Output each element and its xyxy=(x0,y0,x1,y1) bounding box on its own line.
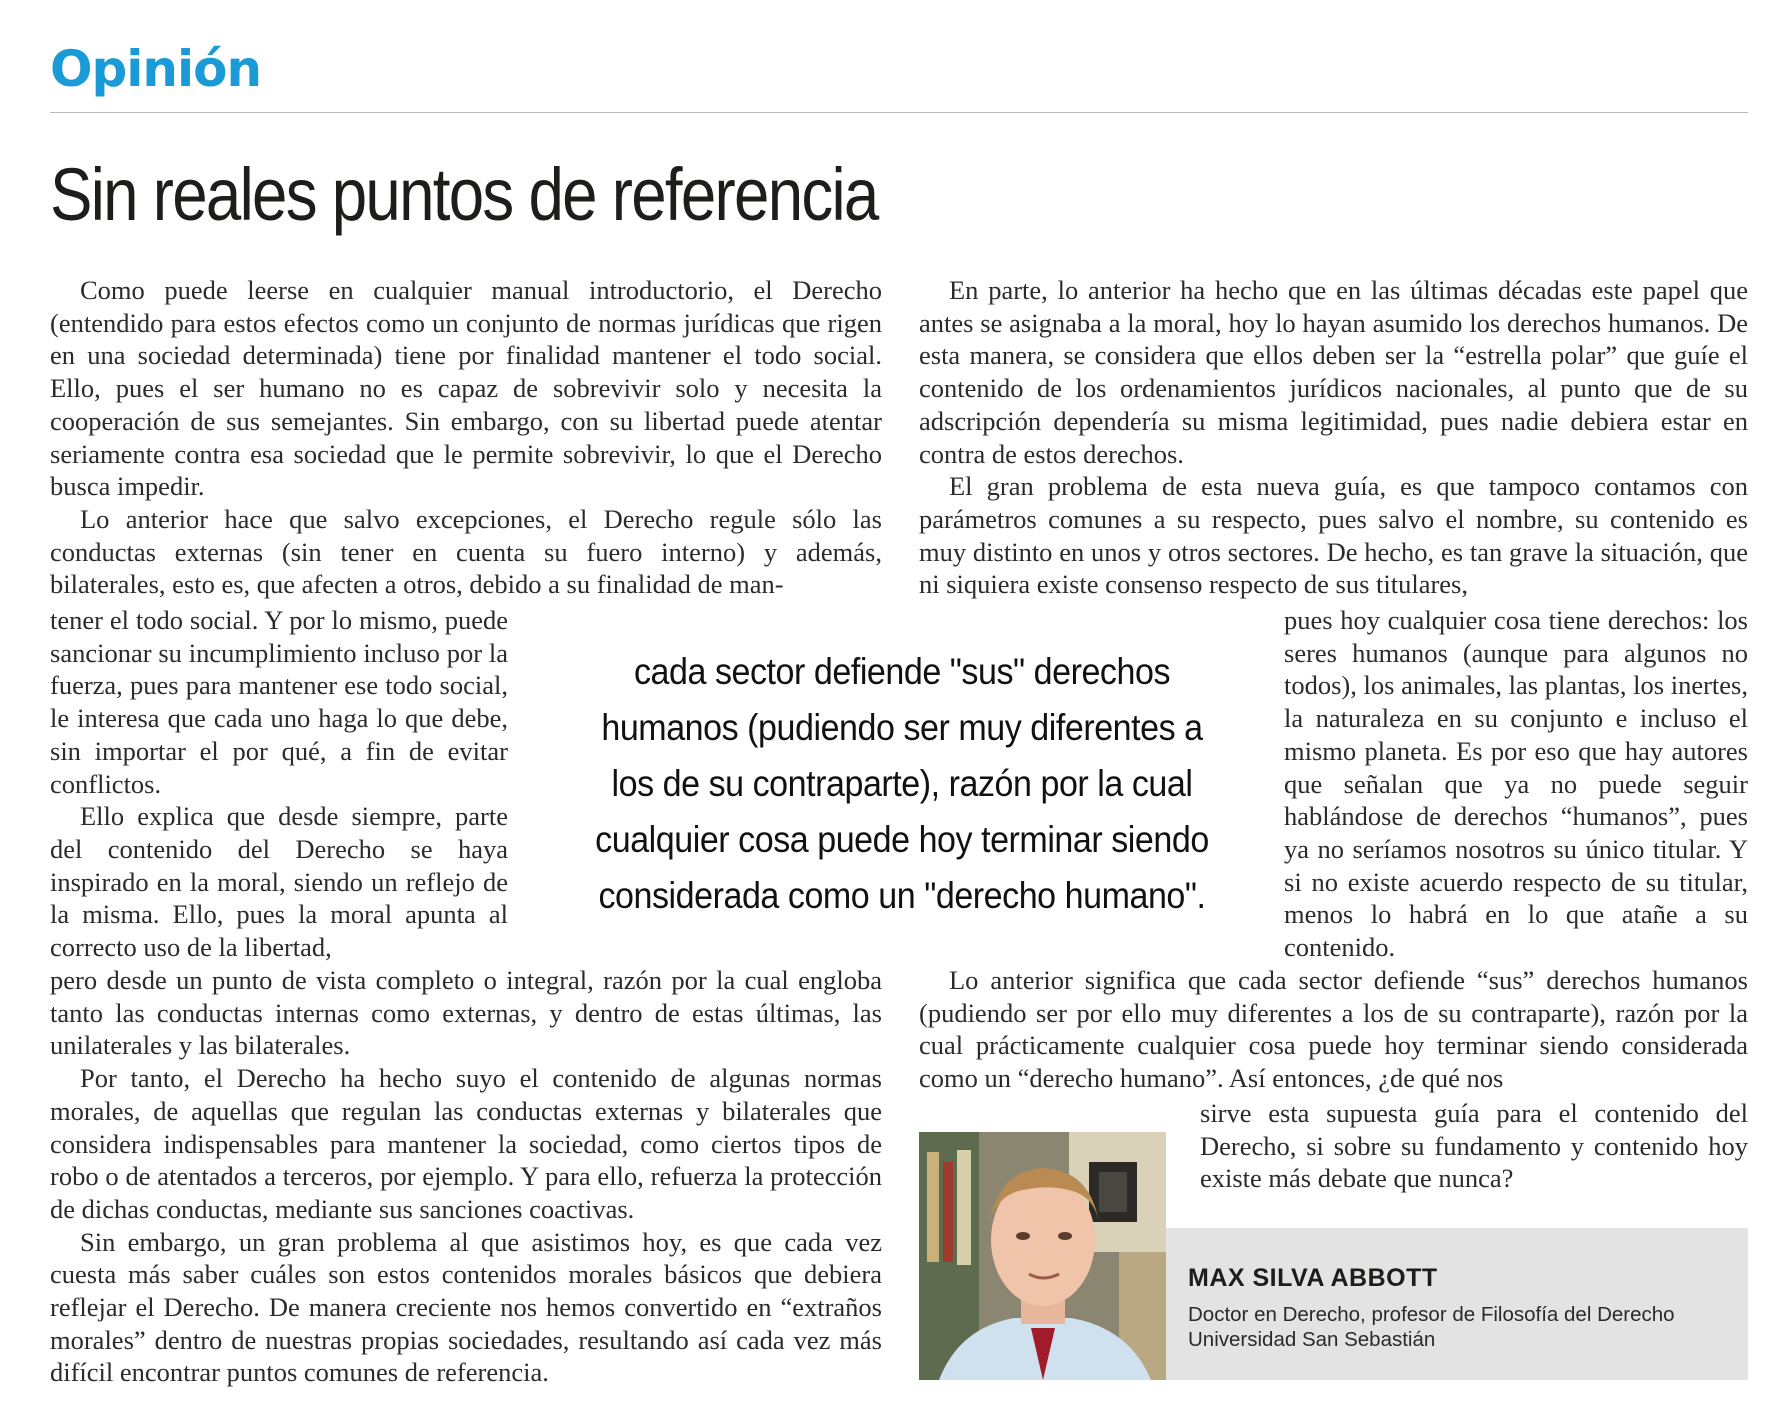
author-photo xyxy=(919,1132,1166,1380)
paragraph: Ello explica que desde siempre, parte del contenido del Derecho se haya inspirado en la moral, siendo un reflejo de la misma. Ello, pues la moral apunta al correcto uso de la libertad, xyxy=(50,801,508,963)
left-column-narrow xyxy=(50,604,508,964)
paragraph: tener el todo social. Y por lo mismo, puede sancionar su incumplimiento incluso por la fuerza, pues para mantener ese todo social, le interesa que cada uno haga lo que debe, sin importar el por qué, a fin de evitar conflictos. xyxy=(50,605,508,799)
paragraph: pues hoy cualquier cosa tiene derechos: los seres humanos (aunque para algunos no todos), los animales, las plantas, los inertes, la naturaleza en su conjunto e incluso el mismo planeta. Es por eso que hay autores que señalan que ya no puede seguir hablándose de derechos “humanos”, pues ya no seríamos nosotros su único titular. Y si no existe acuerdo respecto de su titular, menos lo habrá en lo que atañe a su contenido. xyxy=(1284,605,1748,963)
paragraph: Por tanto, el Derecho ha hecho suyo el contenido de algunas normas morales, de aquellas que regulan las conductas externas y bilaterales que considera indispensables para mantener la sociedad, como ciertos tipos de robo o de atentados a terceros, por ejemplo. Y para ello, refuerza la protección de dichas conductas, mediante sus sanciones coactivas. xyxy=(50,1063,882,1224)
paragraph: Lo anterior significa que cada sector defiende “sus” derechos humanos (pudiendo ser por ello muy diferentes a los de su contraparte), razón por la cual prácticamente cualquier cosa puede hoy terminar siendo considerada como un “derecho humano”. Así entonces, ¿de qué nos xyxy=(919,965,1748,1094)
left-column-bottom xyxy=(50,964,882,1389)
headline: Sin reales puntos de referencia xyxy=(50,153,878,236)
author-role xyxy=(1188,1302,1728,1352)
pull-quote: cada sector defiende "sus" derechos humanos (pudiendo ser muy diferentes a los de su contraparte), razón por la cual cualquier cosa puede hoy terminar siendo considerada como un "derecho humano". xyxy=(595,651,1209,916)
paragraph: Lo anterior hace que salvo excepciones, el Derecho regule sólo las conductas externas (sin tener en cuenta su fuero interno) y además, bilaterales, esto es, que afecten a otros, debido a su finalidad de man- xyxy=(50,503,882,600)
section-rule xyxy=(50,112,1748,113)
author-name: MAX SILVA ABBOTT xyxy=(1188,1264,1438,1292)
author-affiliation: Universidad San Sebastián xyxy=(1188,1328,1436,1351)
left-column-top xyxy=(50,274,882,601)
right-column-middle xyxy=(919,964,1748,1095)
paragraph: Sin embargo, un gran problema al que asistimos hoy, es que cada vez cuesta más saber cuáles son estos contenidos morales básicos que debiera reflejar el Derecho. De manera creciente nos hemos convertido en “extraños morales” dentro de nuestras propias sociedades, resultando así cada vez más difícil encontrar puntos comunes de referencia. xyxy=(50,1226,882,1388)
right-column-top xyxy=(919,274,1748,601)
paragraph: Como puede leerse en cualquier manual introductorio, el Derecho (entendido para estos efectos como un conjunto de normas jurídicas que rigen en una sociedad determinada) tiene por finalidad mantener el todo social. Ello, pues el ser humano no es capaz de sobrevivir solo y necesita la cooperación de sus semejantes. Sin embargo, con su libertad puede atentar seriamente contra esa sociedad que le permite sobrevivir, lo que el Derecho busca impedir. xyxy=(50,275,882,502)
paragraph: sirve esta supuesta guía para el contenido del Derecho, si sobre su fundamento y contenido hoy existe más debate que nunca? xyxy=(1200,1098,1748,1194)
right-column-narrow xyxy=(1284,604,1748,964)
author-role-line: Doctor en Derecho, profesor de Filosofía del Derecho xyxy=(1188,1303,1675,1326)
paragraph: El gran problema de esta nueva guía, es que tampoco contamos con parámetros comunes a su respecto, pues salvo el nombre, su contenido es muy distinto en unos y otros sectores. De hecho, es tan grave la situación, que ni siquiera existe consenso respecto de sus titulares, xyxy=(919,471,1748,600)
paragraph: pero desde un punto de vista completo o integral, razón por la cual engloba tanto las conductas internas como externas, y dentro de estas últimas, las unilaterales y las bilaterales. xyxy=(50,965,882,1061)
author-caption xyxy=(1166,1228,1748,1380)
section-label: Opinión xyxy=(50,40,262,98)
paragraph: En parte, lo anterior ha hecho que en las últimas décadas este papel que antes se asignaba a la moral, hoy lo hayan asumido los derechos humanos. De esta manera, se considera que ellos deben ser la “estrella polar” que guíe el contenido de los ordenamientos jurídicos nacionales, al punto que de su adscripción dependería su misma legitimidad, pues nadie debiera estar en contra de estos derechos. xyxy=(919,275,1748,469)
right-column-end xyxy=(1200,1097,1748,1195)
